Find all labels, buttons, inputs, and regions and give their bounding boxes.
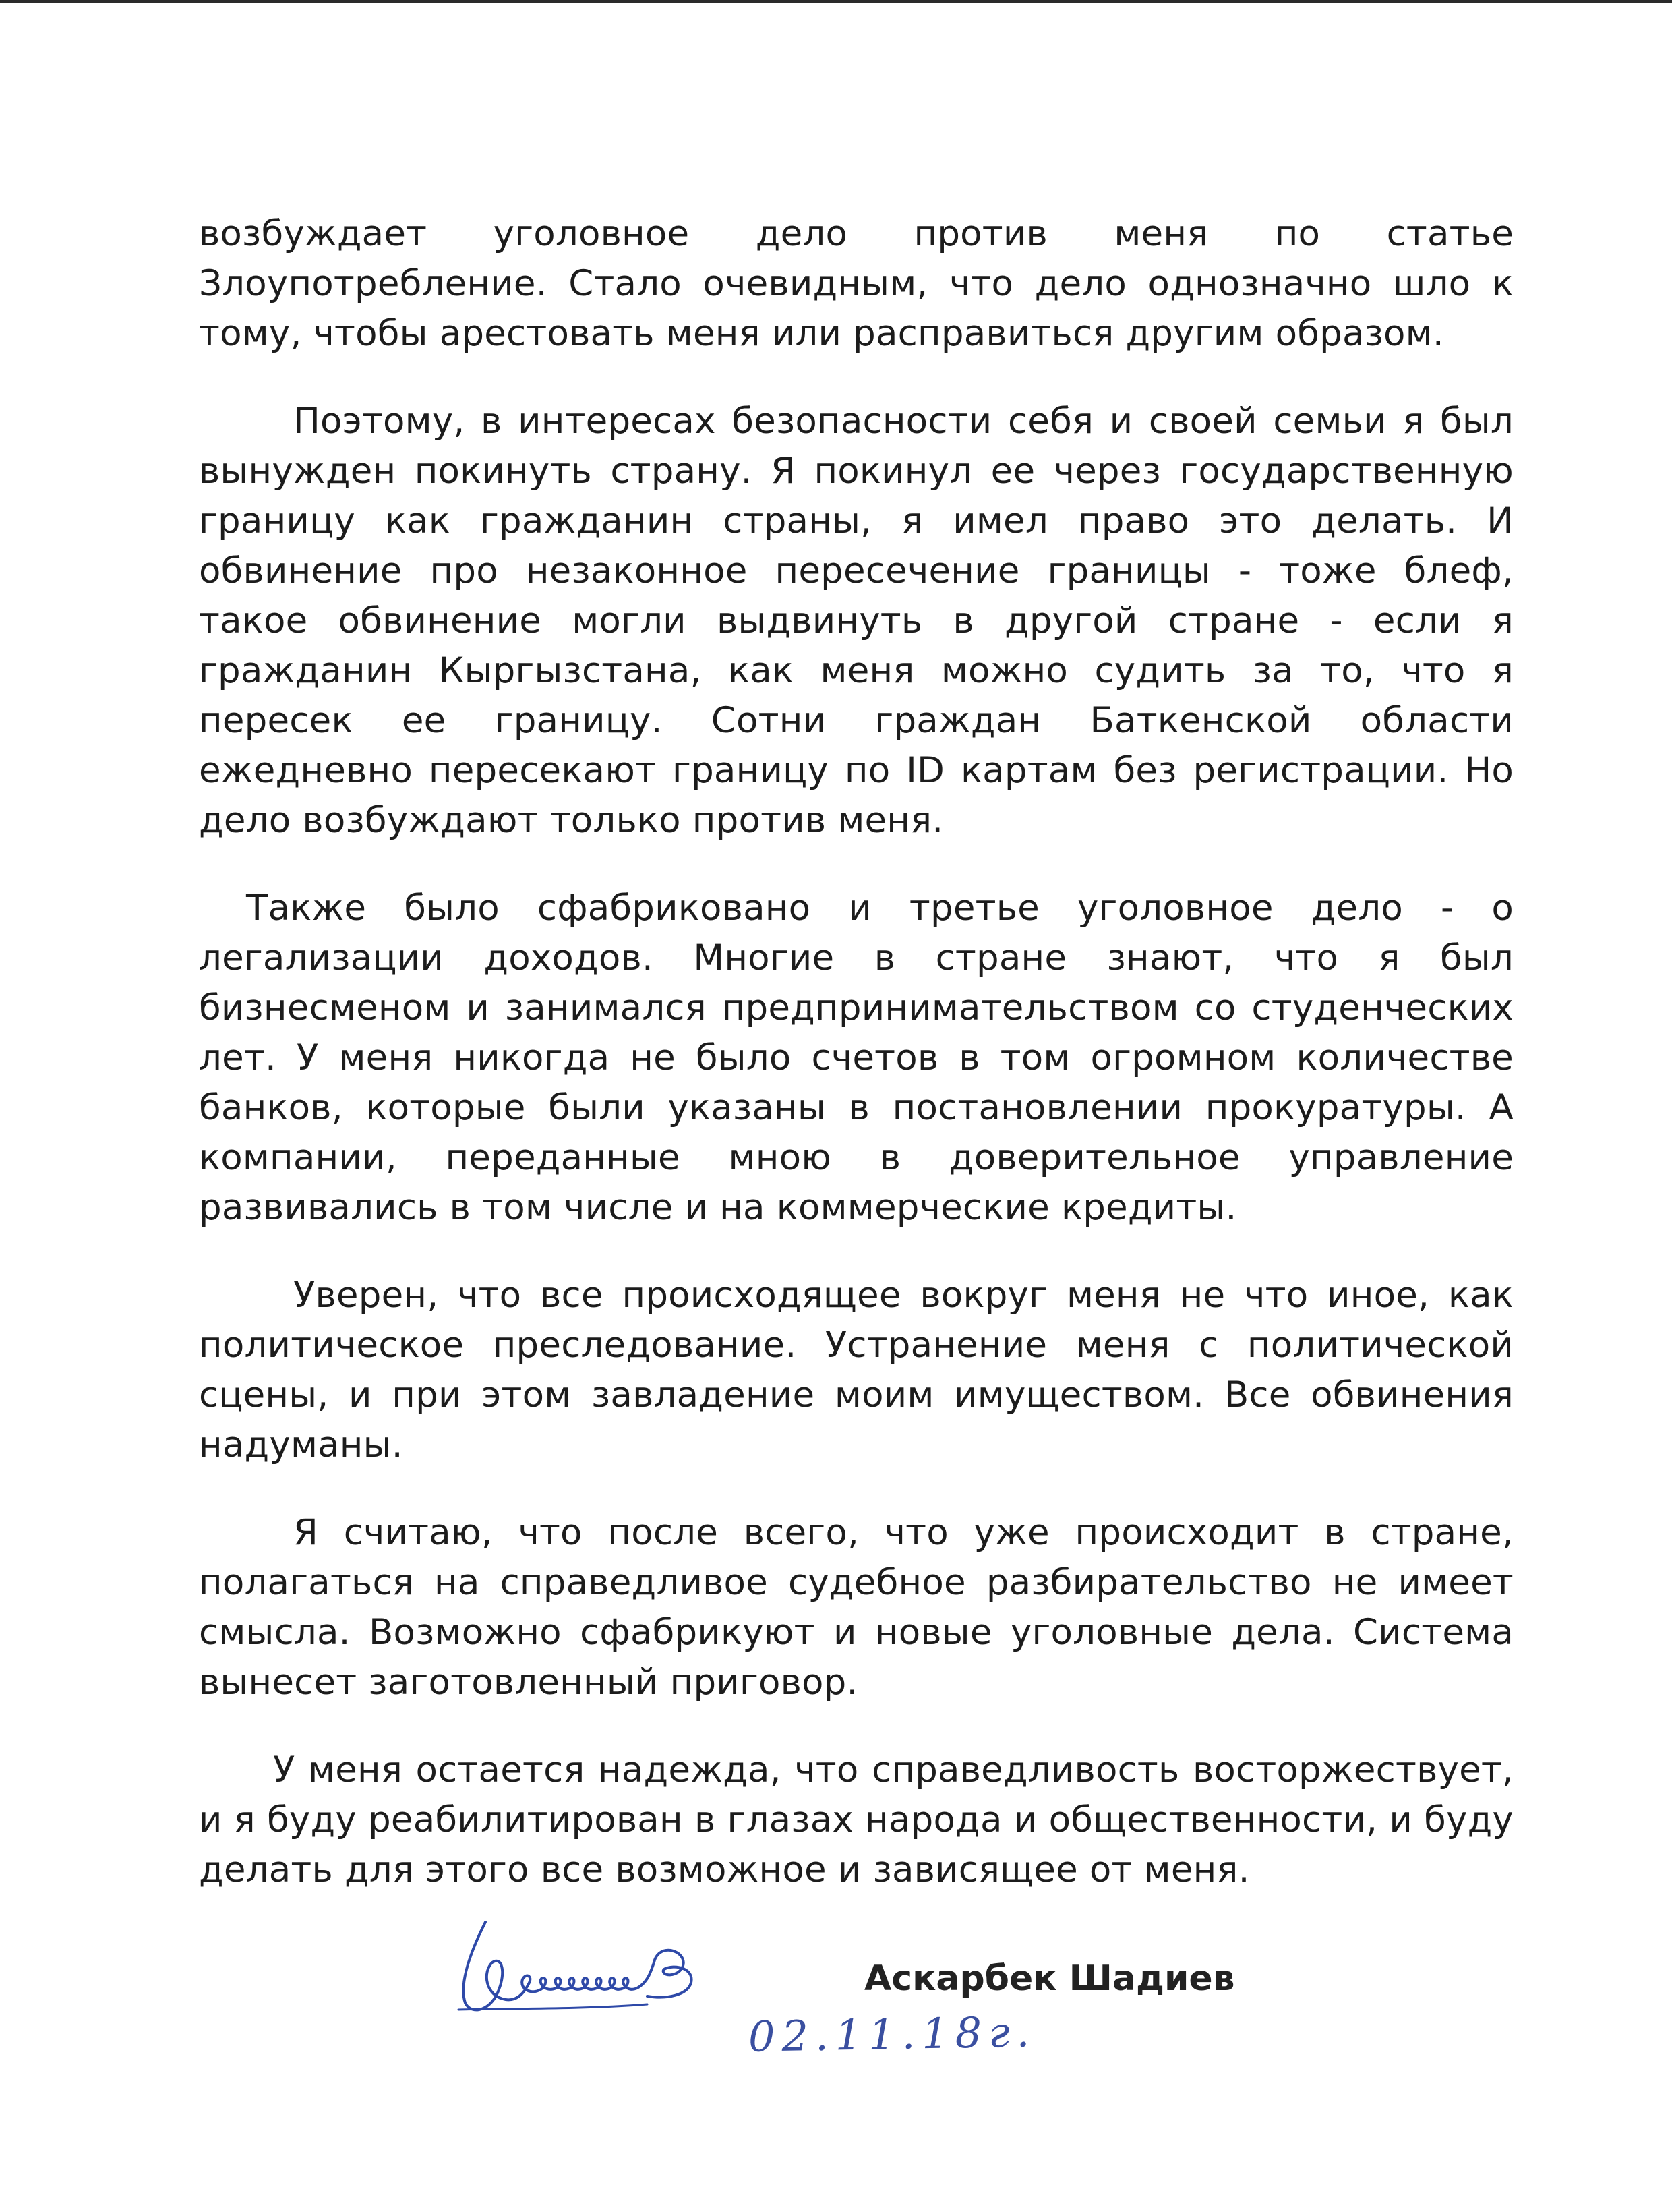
paragraph: Поэтому, в интересах безопасности себя и своей семьи я был вынужден покинуть страну. Я покинул ее через государственную границу как гражданин страны, я имел право это делать. И обвинение про незаконное пересечение границы - тоже блеф, такое обвинение могли выдвинуть в другой стране - если я гражданин Кыргызстана, как меня можно судить за то, что я пересек ее границу. Сотни граждан Баткенской области ежедневно пересекают границу по ID картам без регистрации. Но дело возбуждают только против меня. bbox=[199, 401, 1514, 841]
paragraph: возбуждает уголовное дело против меня по статье Злоупотребление. Стало очевидным, что дело однозначно шло к тому, чтобы арестовать меня или расправиться другим образом. bbox=[199, 213, 1514, 354]
handwritten-date: 02.11.18г. bbox=[748, 2007, 1037, 2062]
scan-edge bbox=[0, 0, 1672, 3]
paragraph: Также было сфабриковано и третье уголовное дело - о легализации доходов. Многие в стране знают, что я был бизнесменом и занимался предпринимательством со студенческих лет. У меня никогда не было счетов в том огромном количестве банков, которые были указаны в постановлении прокуратуры. А компании, переданные мною в доверительное управление развивались в том числе и на коммерческие кредиты. bbox=[199, 887, 1514, 1228]
paragraph: У меня остается надежда, что справедливость восторжествует, и я буду реабилитирован в глазах народа и общественности, и буду делать для этого все возможное и зависящее от меня. bbox=[199, 1749, 1514, 1890]
paragraph: Уверен, что все происходящее вокруг меня не что иное, как политическое преследование. Устранение меня с политической сцены, и при этом завладение моим имуществом. Все обвинения надуманы. bbox=[199, 1275, 1514, 1465]
paragraph: Я считаю, что после всего, что уже происходит в стране, полагаться на справедливое судебное разбирательство не имеет смысла. Возможно сфабрикуют и новые уголовные дела. Система вынесет заготовленный приговор. bbox=[199, 1512, 1514, 1703]
signer-name: Аскарбек Шадиев bbox=[864, 1958, 1235, 1999]
handwritten-signature bbox=[445, 1909, 769, 2030]
letter-body bbox=[199, 209, 1514, 1933]
